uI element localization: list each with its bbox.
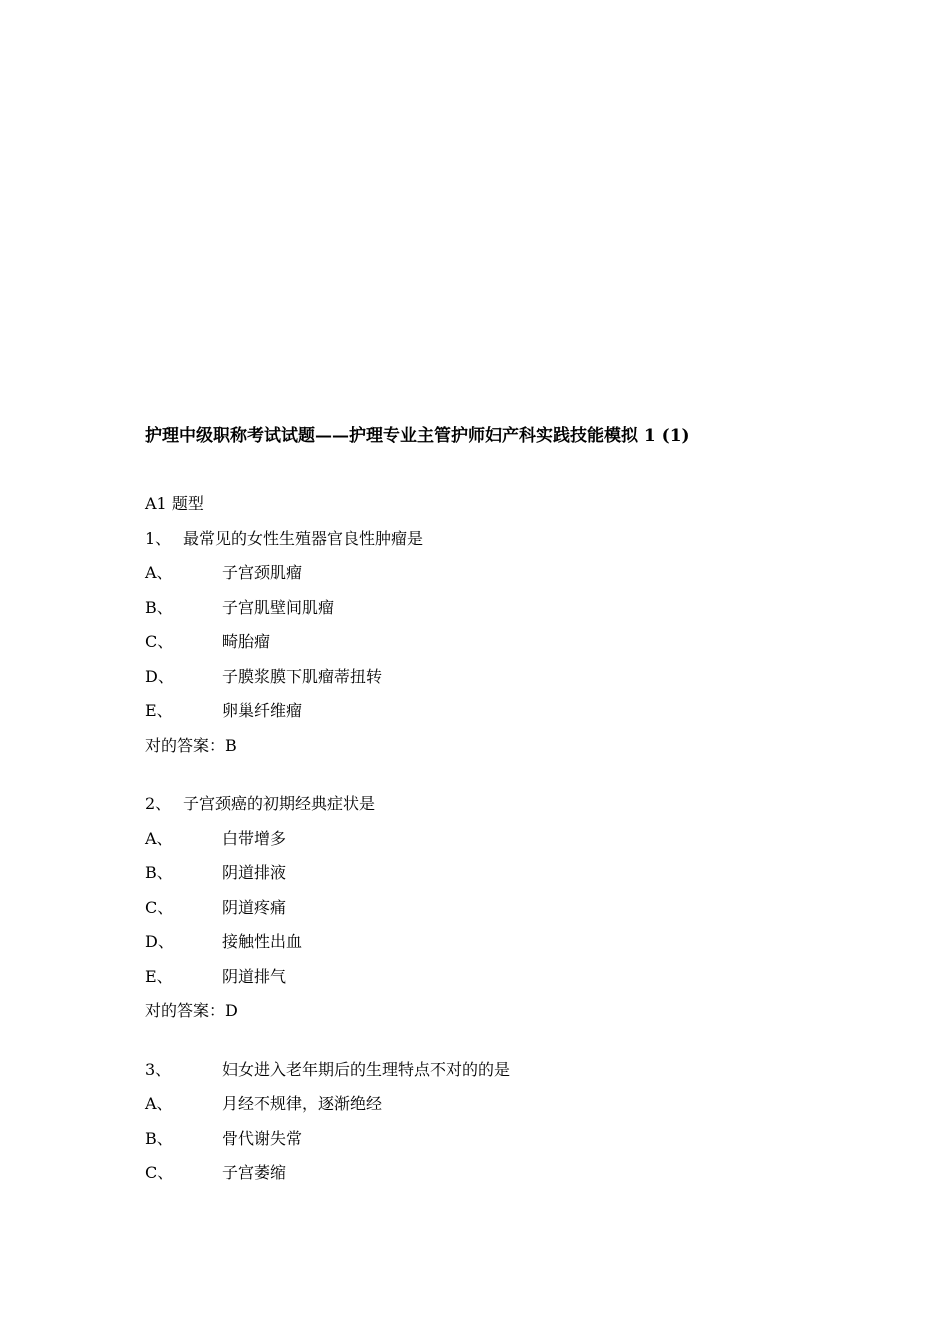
document-body: [145, 424, 845, 1185]
option-text: 骨代谢失常: [222, 1128, 303, 1148]
question-text: 子宫颈癌的初期经典症状是: [183, 794, 376, 813]
option-key: B、: [145, 863, 173, 882]
option-key: C、: [145, 1163, 174, 1182]
option-key: A、: [145, 563, 173, 582]
question-2-option-c: [145, 896, 845, 920]
question-1-option-e: [145, 699, 845, 723]
question-1-option-c: [145, 630, 845, 654]
question-3-option-b: [145, 1127, 845, 1151]
question-1-option-b: [145, 596, 845, 620]
question-2-option-a: [145, 827, 845, 851]
question-1-option-d: [145, 665, 845, 689]
option-key: C、: [145, 897, 174, 917]
question-number: 3、: [145, 1059, 172, 1079]
option-key: A、: [145, 828, 173, 848]
option-key: D、: [145, 666, 174, 686]
option-text: 子膜浆膜下肌瘤蒂扭转: [222, 666, 383, 686]
option-text: 阴道疼痛: [222, 897, 287, 917]
question-1-stem: [145, 527, 845, 551]
option-key: C、: [145, 632, 174, 651]
question-number: 2、: [145, 794, 172, 813]
option-text: 子宫颈肌瘤: [222, 563, 303, 582]
option-text: 卵巢纤维瘤: [222, 701, 303, 720]
question-2-option-b: [145, 861, 845, 885]
document-title: 护理中级职称考试试题——护理专业主管护师妇产科实践技能模拟 1 (1): [145, 426, 690, 446]
option-key: D、: [145, 932, 174, 951]
question-2-stem: [145, 792, 845, 816]
question-2-option-d: [145, 930, 845, 954]
question-1-option-a: [145, 561, 845, 585]
question-text: 妇女进入老年期后的生理特点不对的的是: [222, 1059, 511, 1079]
option-key: E、: [145, 701, 173, 720]
option-text: 月经不规律，逐渐绝经: [222, 1094, 383, 1113]
question-1-answer: 对的答案：B: [145, 735, 237, 755]
option-text: 子宫萎缩: [222, 1163, 287, 1182]
question-text: 最常见的女性生殖器官良性肿瘤是: [183, 528, 424, 548]
section-label: A1 题型: [145, 494, 204, 513]
question-3-stem: [145, 1058, 845, 1082]
option-key: A、: [145, 1094, 173, 1113]
question-number: 1、: [145, 528, 172, 548]
option-text: 白带增多: [222, 828, 287, 848]
option-key: B、: [145, 597, 173, 617]
question-2-answer: 对的答案：D: [145, 1001, 238, 1020]
question-3-option-a: [145, 1092, 845, 1116]
option-text: 子宫肌壁间肌瘤: [222, 597, 335, 617]
option-text: 阴道排气: [222, 966, 287, 986]
option-text: 阴道排液: [222, 863, 287, 882]
question-2-option-e: [145, 965, 845, 989]
option-text: 接触性出血: [222, 932, 303, 951]
option-text: 畸胎瘤: [222, 632, 271, 651]
option-key: B、: [145, 1128, 173, 1148]
option-key: E、: [145, 966, 173, 986]
question-3-option-c: [145, 1161, 845, 1185]
